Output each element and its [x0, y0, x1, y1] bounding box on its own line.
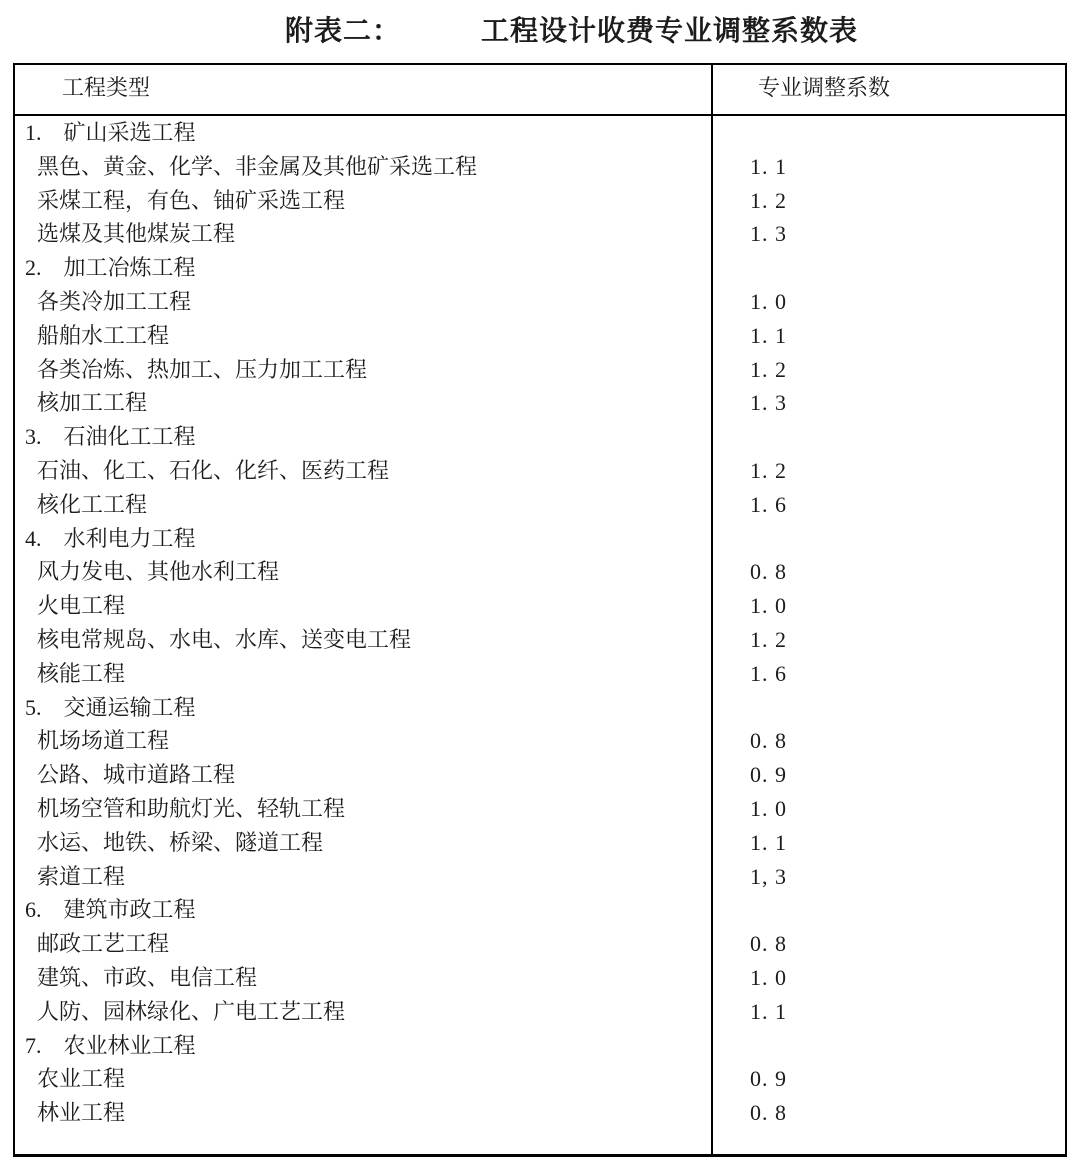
- row-value: 1, 3: [711, 860, 1065, 894]
- table-row-section: [15, 893, 1065, 927]
- table-row-item: [15, 826, 1065, 860]
- row-label: 林业工程: [37, 1100, 126, 1126]
- row-label: 邮政工艺工程: [37, 931, 170, 957]
- page-title-text: 工程设计收费专业调整系数表: [481, 16, 859, 47]
- coefficient-table: [13, 63, 1067, 1157]
- row-label: 船舶水工工程: [37, 322, 170, 348]
- row-value: 1. 0: [711, 792, 1065, 826]
- row-value: [711, 251, 1065, 285]
- table-row-item: [15, 184, 1065, 218]
- row-value: 0. 9: [711, 758, 1065, 792]
- table-row-section: [15, 251, 1065, 285]
- row-label: 1. 矿山采选工程: [25, 120, 196, 145]
- row-label: 5. 交通运输工程: [25, 694, 196, 720]
- row-label: 风力发电、其他水利工程: [37, 559, 280, 585]
- row-label: 选煤及其他煤炭工程: [37, 221, 236, 247]
- table-row-section: [15, 522, 1065, 556]
- table-row-item: [15, 217, 1065, 251]
- table-row-item: [15, 353, 1065, 387]
- row-value: [711, 1029, 1065, 1063]
- row-label: 人防、园林绿化、广电工艺工程: [37, 998, 346, 1024]
- row-value: [711, 522, 1065, 556]
- table-body: [15, 116, 1065, 1154]
- row-label: 7. 农业林业工程: [25, 1032, 196, 1058]
- row-value: [711, 691, 1065, 725]
- column-header-type: 工程类型: [62, 75, 151, 100]
- row-value: 0. 8: [711, 1096, 1065, 1130]
- table-row-item: [15, 454, 1065, 488]
- row-label: 公路、城市道路工程: [37, 762, 236, 788]
- row-value: 1. 2: [711, 353, 1065, 387]
- table-row-item: [15, 555, 1065, 589]
- row-label: 各类冶炼、热加工、压力加工工程: [37, 356, 368, 382]
- page-title: [285, 9, 858, 49]
- table-row-item: [15, 961, 1065, 995]
- row-label: 索道工程: [37, 863, 126, 889]
- row-value: 1. 0: [711, 961, 1065, 995]
- row-value: 1. 6: [711, 657, 1065, 691]
- table-row-item: [15, 995, 1065, 1029]
- table-row-item: [15, 488, 1065, 522]
- row-label: 机场空管和助航灯光、轻轨工程: [37, 795, 346, 821]
- row-label: 4. 水利电力工程: [25, 525, 196, 551]
- row-label: 水运、地铁、桥梁、隧道工程: [37, 829, 324, 855]
- table-row-section: [15, 691, 1065, 725]
- row-label: 建筑、市政、电信工程: [37, 964, 258, 990]
- row-value: 1. 1: [711, 319, 1065, 353]
- row-value: 1. 0: [711, 589, 1065, 623]
- table-row-item: [15, 927, 1065, 961]
- column-header-coefficient: 专业调整系数: [711, 65, 1065, 114]
- row-value: 1. 3: [711, 217, 1065, 251]
- row-value: [711, 420, 1065, 454]
- row-value: 1. 2: [711, 454, 1065, 488]
- row-label: 核能工程: [37, 660, 126, 686]
- row-value: 0. 8: [711, 927, 1065, 961]
- row-value: 0. 8: [711, 724, 1065, 758]
- table-row-filler: [15, 1130, 1065, 1154]
- row-value: [711, 116, 1065, 150]
- row-value: 1. 1: [711, 995, 1065, 1029]
- table-row-item: [15, 386, 1065, 420]
- table-row-section: [15, 116, 1065, 150]
- row-value: 0. 9: [711, 1062, 1065, 1096]
- row-value: 1. 0: [711, 285, 1065, 319]
- table-header-row: [15, 65, 1065, 116]
- row-label: 2. 加工冶炼工程: [25, 255, 196, 281]
- table-row-item: [15, 1096, 1065, 1130]
- row-label: 核化工工程: [37, 491, 148, 517]
- row-label: 采煤工程，有色、铀矿采选工程: [37, 187, 346, 213]
- row-value: 1. 1: [711, 150, 1065, 184]
- row-value: 1. 1: [711, 826, 1065, 860]
- row-label: 核加工工程: [37, 390, 148, 416]
- row-label: 机场场道工程: [37, 728, 170, 754]
- row-label: 3. 石油化工工程: [25, 424, 196, 450]
- table-row-item: [15, 724, 1065, 758]
- table-row-item: [15, 285, 1065, 319]
- row-value: 1. 6: [711, 488, 1065, 522]
- page-title-prefix: 附表二：: [285, 16, 402, 47]
- table-row-item: [15, 1062, 1065, 1096]
- table-row-item: [15, 589, 1065, 623]
- table-row-item: [15, 758, 1065, 792]
- table-row-item: [15, 860, 1065, 894]
- row-value: 1. 2: [711, 184, 1065, 218]
- row-label: 各类冷加工工程: [37, 288, 192, 314]
- table-row-item: [15, 319, 1065, 353]
- row-label: 6. 建筑市政工程: [25, 897, 196, 923]
- row-label: 核电常规岛、水电、水库、送变电工程: [37, 626, 412, 652]
- row-value: [711, 1130, 1065, 1154]
- row-label: 黑色、黄金、化学、非金属及其他矿采选工程: [37, 153, 478, 179]
- row-label: [15, 1130, 711, 1154]
- table-row-item: [15, 657, 1065, 691]
- row-value: 1. 3: [711, 386, 1065, 420]
- row-value: 1. 2: [711, 623, 1065, 657]
- table-row-item: [15, 150, 1065, 184]
- table-row-item: [15, 792, 1065, 826]
- row-label: 农业工程: [37, 1066, 126, 1092]
- table-row-section: [15, 1029, 1065, 1063]
- row-value: 0. 8: [711, 555, 1065, 589]
- row-label: 火电工程: [37, 593, 126, 619]
- row-label: 石油、化工、石化、化纤、医药工程: [37, 457, 390, 483]
- row-value: [711, 893, 1065, 927]
- table-row-section: [15, 420, 1065, 454]
- table-row-item: [15, 623, 1065, 657]
